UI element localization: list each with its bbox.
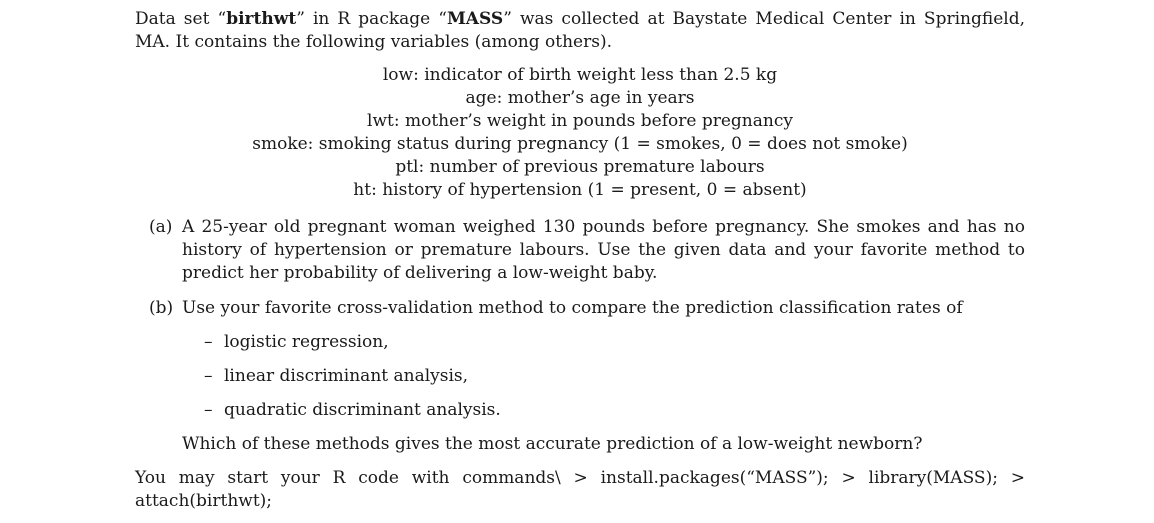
document-body bbox=[135, 8, 1025, 513]
part-b-label: (b) bbox=[149, 298, 174, 318]
variable-age: age: mother’s age in years bbox=[465, 88, 695, 108]
package-name: MASS bbox=[446, 9, 504, 29]
method-item bbox=[135, 399, 1025, 422]
intro-paragraph bbox=[135, 8, 1025, 54]
method-logistic: logistic regression, bbox=[224, 332, 389, 352]
intro-text-1: Data set “ bbox=[135, 9, 227, 29]
method-item bbox=[135, 365, 1025, 388]
variable-ht: ht: history of hypertension (1 = present, 0 = absent) bbox=[353, 180, 807, 200]
method-list bbox=[135, 331, 1025, 422]
part-b-text: Use your favorite cross-validation method to compare the prediction classification rates of bbox=[182, 298, 963, 318]
variable-lwt: lwt: mother’s weight in pounds before pregnancy bbox=[367, 111, 793, 131]
part-b-question: Which of these methods gives the most accurate prediction of a low-weight newborn? bbox=[182, 434, 923, 454]
part-a-text: A 25-year old pregnant woman weighed 130 pounds before pregnancy. She smokes and has no history of hypertension or premature labours. Use the given data and your favorite method to predict her probability of delivering a low-weight baby. bbox=[182, 217, 1025, 283]
dash-marker: – bbox=[204, 366, 213, 386]
method-item bbox=[135, 331, 1025, 354]
variable-ptl: ptl: number of previous premature labours bbox=[395, 157, 765, 177]
dash-marker: – bbox=[204, 400, 213, 420]
dash-marker: – bbox=[204, 332, 213, 352]
intro-text-2: ” in R package “ bbox=[296, 9, 447, 29]
method-lda: linear discriminant analysis, bbox=[224, 366, 469, 386]
variable-low: low: indicator of birth weight less than 2.5 kg bbox=[382, 65, 778, 85]
variable-smoke: smoke: smoking status during pregnancy (1 = smokes, 0 = does not smoke) bbox=[252, 134, 908, 154]
method-qda: quadratic discriminant analysis. bbox=[224, 400, 501, 420]
part-a-label: (a) bbox=[149, 217, 173, 237]
part-a bbox=[135, 216, 1025, 285]
part-b bbox=[135, 297, 1025, 320]
variable-definitions bbox=[135, 64, 1025, 202]
dataset-name: birthwt bbox=[226, 9, 297, 29]
intro-text-3: ” was collected at Baystate Medical Center in Springfield, MA. It contains the following variables (among others). bbox=[135, 9, 1025, 52]
closing-paragraph: You may start your R code with commands\ > install.packages(“MASS”); > library(MASS); > attach(birthwt); bbox=[135, 468, 1025, 511]
